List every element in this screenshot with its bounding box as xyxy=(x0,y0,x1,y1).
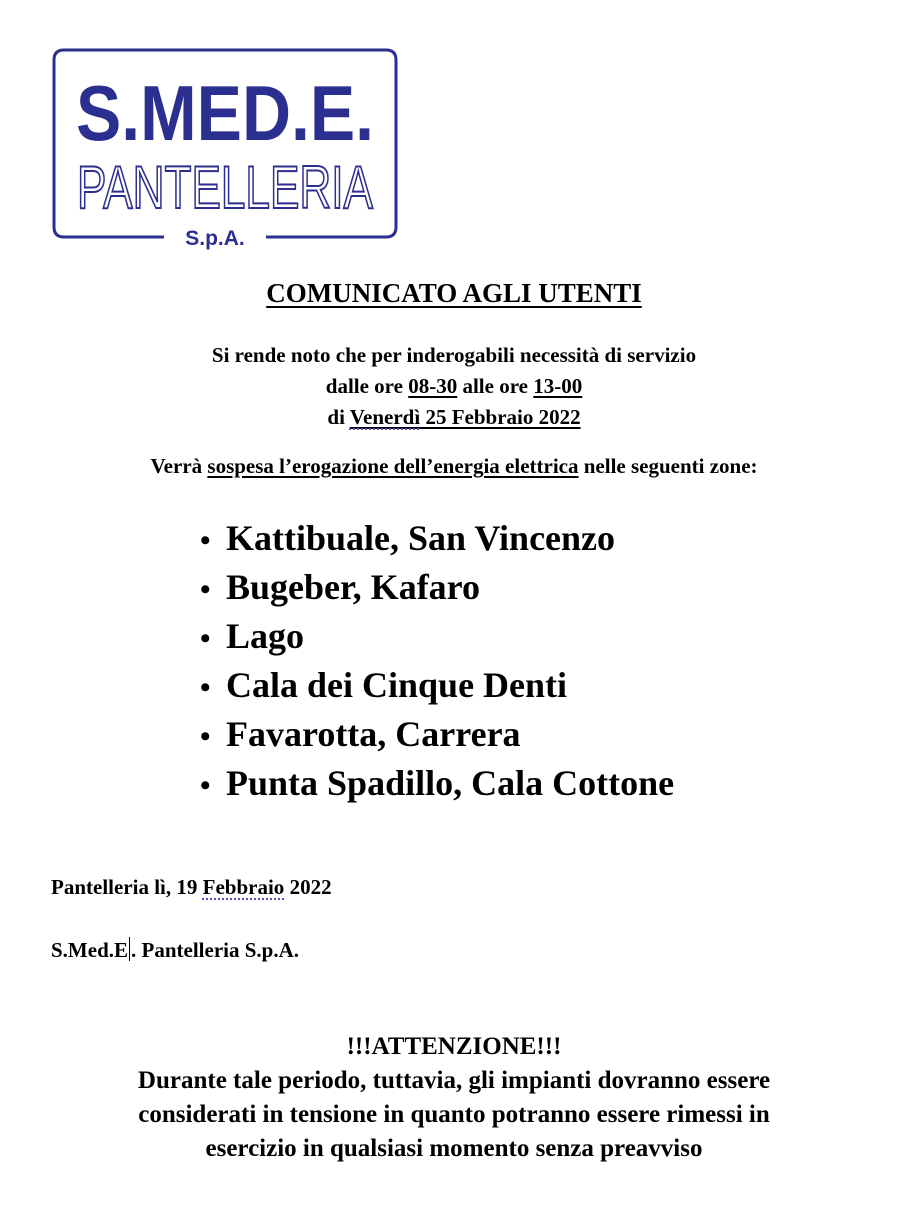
year-word: 2022 xyxy=(289,875,332,899)
notice-block xyxy=(0,340,908,433)
suspension-highlight: sospesa l’erogazione dell’energia elettrica xyxy=(207,454,579,478)
alle-prefix: alle ore xyxy=(462,374,528,398)
month-word: Febbraio xyxy=(202,875,285,899)
date-word: 25 Febbraio 2022 xyxy=(425,405,581,429)
zone-name: Favarotta, Carrera xyxy=(226,714,521,754)
logo-line1: S.MED.E. xyxy=(76,69,374,157)
list-item xyxy=(200,661,674,710)
notice-line2 xyxy=(0,371,908,402)
zone-name: Lago xyxy=(226,616,305,656)
attention-block xyxy=(0,1030,908,1166)
zone-name: Cala dei Cinque Denti xyxy=(226,665,568,705)
bullet-icon: • xyxy=(200,769,211,802)
list-item xyxy=(200,563,674,612)
dalle-prefix: dalle ore xyxy=(325,374,403,398)
bullet-icon: • xyxy=(200,720,211,753)
list-item xyxy=(200,612,674,661)
zone-list xyxy=(200,514,674,808)
company-b: . Pantelleria S.p.A. xyxy=(131,938,300,962)
zone-name: Bugeber, Kafaro xyxy=(226,567,481,607)
list-item xyxy=(200,759,674,808)
company-logo xyxy=(52,48,398,248)
suspension-prefix: Verrà xyxy=(150,454,203,478)
time-from: 08-30 xyxy=(408,374,458,398)
zone-name: Punta Spadillo, Cala Cottone xyxy=(226,763,675,803)
page-title: COMUNICATO AGLI UTENTI xyxy=(266,278,642,308)
place-date-prefix: Pantelleria lì, 19 xyxy=(51,875,198,899)
bullet-icon: • xyxy=(200,573,211,606)
list-item xyxy=(200,710,674,759)
di-prefix: di xyxy=(327,405,345,429)
list-item xyxy=(200,514,674,563)
company-a: S.Med.E xyxy=(51,938,129,962)
notice-line1: Si rende noto che per inderogabili necessità di servizio xyxy=(211,343,697,367)
day-word: Venerdì xyxy=(349,405,421,429)
logo-line3: S.p.A. xyxy=(185,227,245,250)
company-signature[interactable] xyxy=(51,937,299,963)
suspension-line xyxy=(0,454,908,479)
outage-date xyxy=(350,405,581,429)
attention-line2: considerati in tensione in quanto potranno essere rimessi in xyxy=(138,1101,770,1128)
attention-line1: Durante tale periodo, tuttavia, gli impianti dovranno essere xyxy=(137,1067,771,1094)
notice-line3 xyxy=(0,402,908,433)
place-date xyxy=(51,875,332,900)
text-cursor xyxy=(129,937,130,961)
attention-heading: !!!ATTENZIONE!!! xyxy=(346,1033,562,1060)
bullet-icon: • xyxy=(200,524,211,557)
attention-line3: esercizio in qualsiasi momento senza preavviso xyxy=(205,1135,703,1162)
logo-line2: PANTELLERIA xyxy=(77,154,373,221)
bullet-icon: • xyxy=(200,622,211,655)
bullet-icon: • xyxy=(200,671,211,704)
logo-graphic xyxy=(52,48,398,248)
time-to: 13-00 xyxy=(533,374,583,398)
zone-name: Kattibuale, San Vincenzo xyxy=(226,518,616,558)
suspension-suffix: nelle seguenti zone: xyxy=(583,454,758,478)
